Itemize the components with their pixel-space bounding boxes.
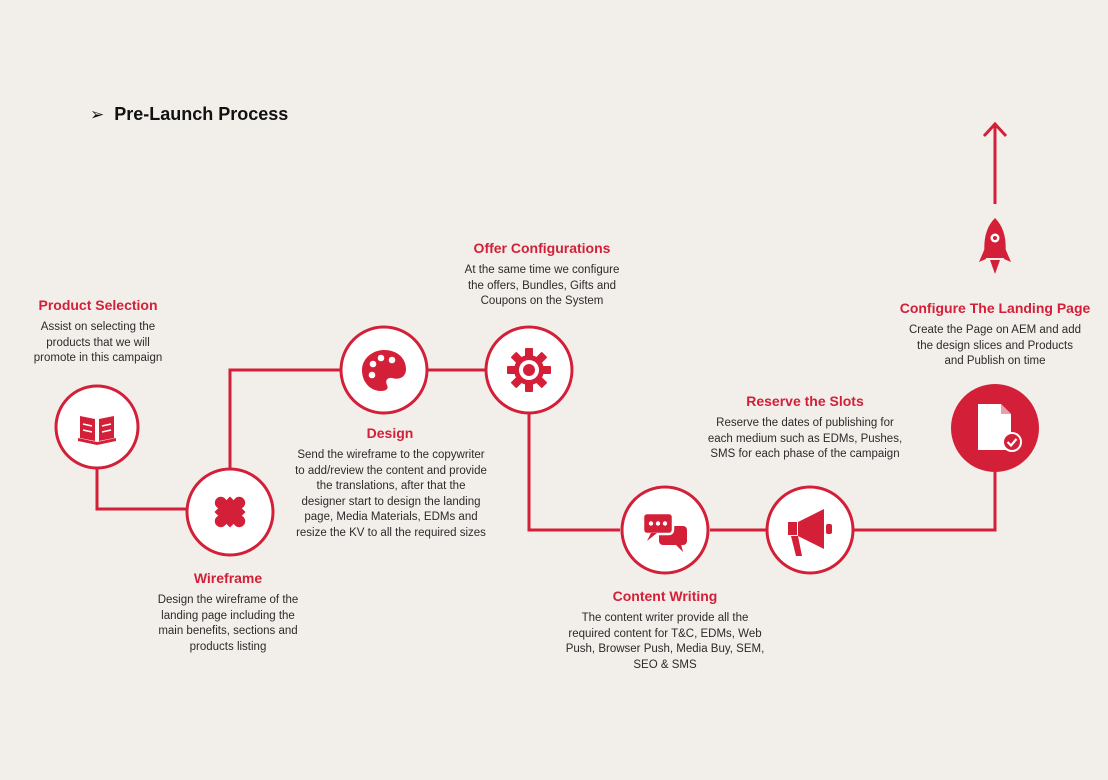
step-title-offer-configurations: Offer Configurations bbox=[473, 240, 611, 256]
step-circle-configure-landing-page bbox=[951, 384, 1039, 472]
step-circle-design bbox=[341, 327, 427, 413]
step-title-design: Design bbox=[366, 425, 414, 441]
step-circle-content-writing bbox=[622, 487, 708, 573]
arrow-bullet-icon: ➢ bbox=[90, 104, 105, 124]
step-desc-wireframe: Design the wireframe of the landing page including the main benefits, sections and products listing bbox=[157, 594, 299, 653]
gear-icon bbox=[507, 348, 551, 392]
step-desc-configure-landing-page: Create the Page on AEM and add the design slices and Products and Publish on time bbox=[909, 324, 1081, 367]
step-circle-offer-configurations bbox=[486, 327, 572, 413]
step-desc-reserve-the-slots: Reserve the dates of publishing for each medium such as EDMs, Pushes, SMS for each phase of the campaign bbox=[707, 417, 903, 460]
up-arrow-icon bbox=[984, 124, 1006, 204]
step-circle-product-selection bbox=[56, 386, 138, 468]
step-circle-wireframe bbox=[187, 469, 273, 555]
section-heading-text: Pre-Launch Process bbox=[114, 104, 289, 124]
rocket-icon bbox=[979, 218, 1011, 274]
step-title-wireframe: Wireframe bbox=[193, 570, 263, 586]
step-title-content-writing: Content Writing bbox=[612, 588, 718, 604]
step-title-configure-landing-page: Configure The Landing Page bbox=[899, 300, 1091, 316]
section-heading bbox=[90, 104, 288, 125]
step-desc-product-selection: Assist on selecting the products that we will promote in this campaign bbox=[33, 321, 163, 364]
step-title-product-selection: Product Selection bbox=[38, 297, 158, 313]
step-title-reserve-the-slots: Reserve the Slots bbox=[746, 393, 864, 409]
step-desc-content-writing: The content writer provide all the required content for T&C, EDMs, Web Push, Browser Push, Media Buy, SEM, SEO & SMS bbox=[565, 612, 765, 671]
step-circle-reserve-the-slots bbox=[767, 487, 853, 573]
step-desc-offer-configurations: At the same time we configure the offers, Bundles, Gifts and Coupons on the System bbox=[464, 264, 620, 307]
step-desc-design: Send the wireframe to the copywriter to add/review the content and provide the translations, after that the designer start to design the landing page, Media Materials, EDMs and resize the KV to all the required sizes bbox=[295, 449, 487, 539]
